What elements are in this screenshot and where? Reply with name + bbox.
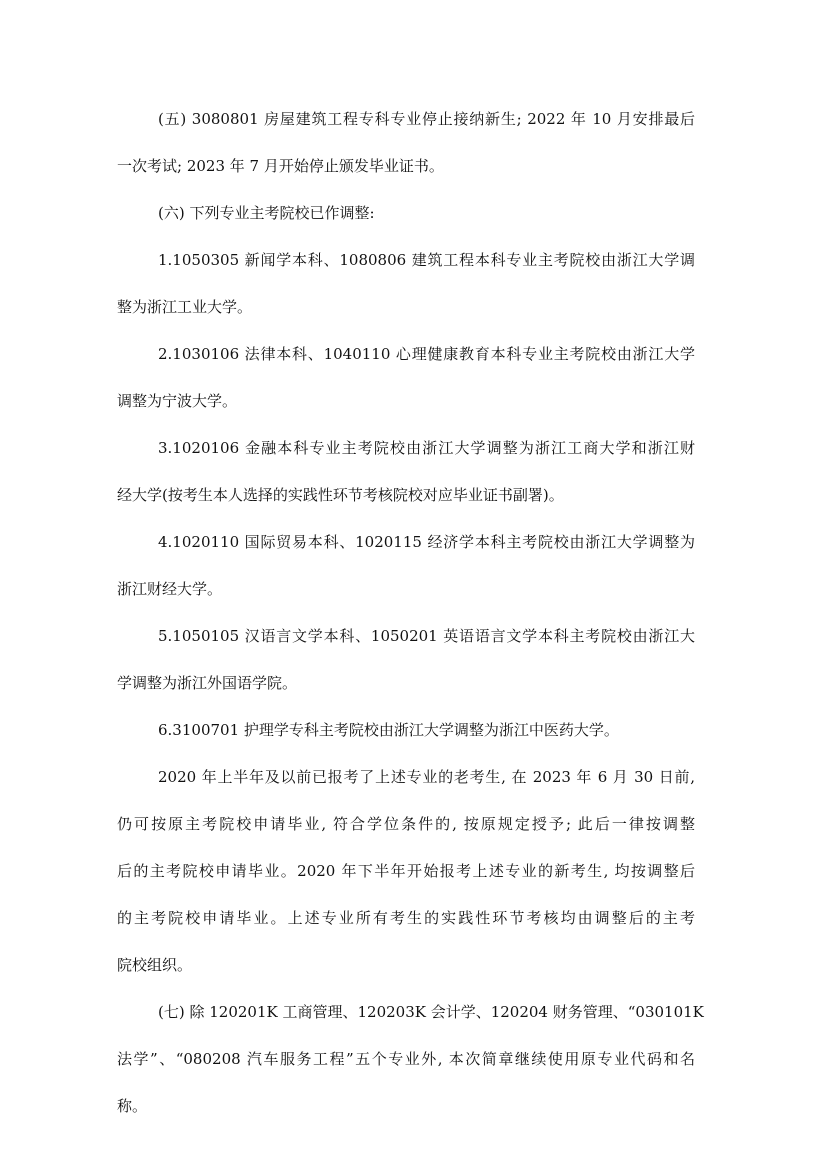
text-line: 3.1020106 金融本科专业主考院校由浙江大学调整为浙江工商大学和浙江财: [158, 439, 695, 457]
paragraph: [117, 433, 695, 527]
text-line: 4.1020110 国际贸易本科、1020115 经济学本科主考院校由浙江大学调整为: [158, 533, 695, 551]
paragraph: [117, 245, 695, 339]
text-line: 经大学(按考生本人选择的实践性环节考核院校对应毕业证书副署)。: [117, 486, 564, 504]
text-line: 的主考院校申请毕业。上述专业所有考生的实践性环节考核均由调整后的主考: [117, 909, 695, 927]
text-line: 2020 年上半年及以前已报考了上述专业的老考生, 在 2023 年 6 月 30 日前,: [158, 768, 695, 786]
text-line: 5.1050105 汉语言文学本科、1050201 英语语言文学本科主考院校由浙江大: [158, 627, 695, 645]
text-line: 一次考试; 2023 年 7 月开始停止颁发毕业证书。: [117, 157, 444, 175]
text-line: 院校组织。: [117, 956, 193, 974]
text-line: 仍可按原主考院校申请毕业, 符合学位条件的, 按原规定授予; 此后一律按调整: [117, 815, 695, 833]
paragraph: [117, 104, 695, 198]
text-line: 调整为宁波大学。: [117, 392, 238, 410]
paragraph: [117, 715, 695, 762]
paragraph: [117, 621, 695, 715]
text-line: 1.1050305 新闻学本科、1080806 建筑工程本科专业主考院校由浙江大学调: [158, 251, 695, 269]
paragraph: [117, 339, 695, 433]
text-line: 称。: [117, 1097, 148, 1115]
text-line: 学调整为浙江外国语学院。: [117, 674, 298, 692]
text-line: (五) 3080801 房屋建筑工程专科专业停止接纳新生; 2022 年 10 月安排最后: [158, 110, 695, 128]
text-line: 后的主考院校申请毕业。2020 年下半年开始报考上述专业的新考生, 均按调整后: [117, 862, 695, 880]
text-line: (六) 下列专业主考院校已作调整:: [158, 204, 375, 222]
text-line: 整为浙江工业大学。: [117, 298, 253, 316]
document-body: [117, 104, 704, 1138]
paragraph: [117, 198, 695, 245]
text-line: (七) 除 120201K 工商管理、120203K 会计学、120204 财务管理、“030101K: [158, 1003, 704, 1021]
paragraph: [117, 762, 695, 997]
paragraph: [117, 527, 695, 621]
text-line: 浙江财经大学。: [117, 580, 223, 598]
text-line: 2.1030106 法律本科、1040110 心理健康教育本科专业主考院校由浙江大学: [158, 345, 695, 363]
text-line: 法学”、“080208 汽车服务工程”五个专业外, 本次简章继续使用原专业代码和名: [117, 1050, 695, 1068]
paragraph: [117, 997, 704, 1138]
text-line: 6.3100701 护理学专科主考院校由浙江大学调整为浙江中医药大学。: [158, 721, 619, 739]
